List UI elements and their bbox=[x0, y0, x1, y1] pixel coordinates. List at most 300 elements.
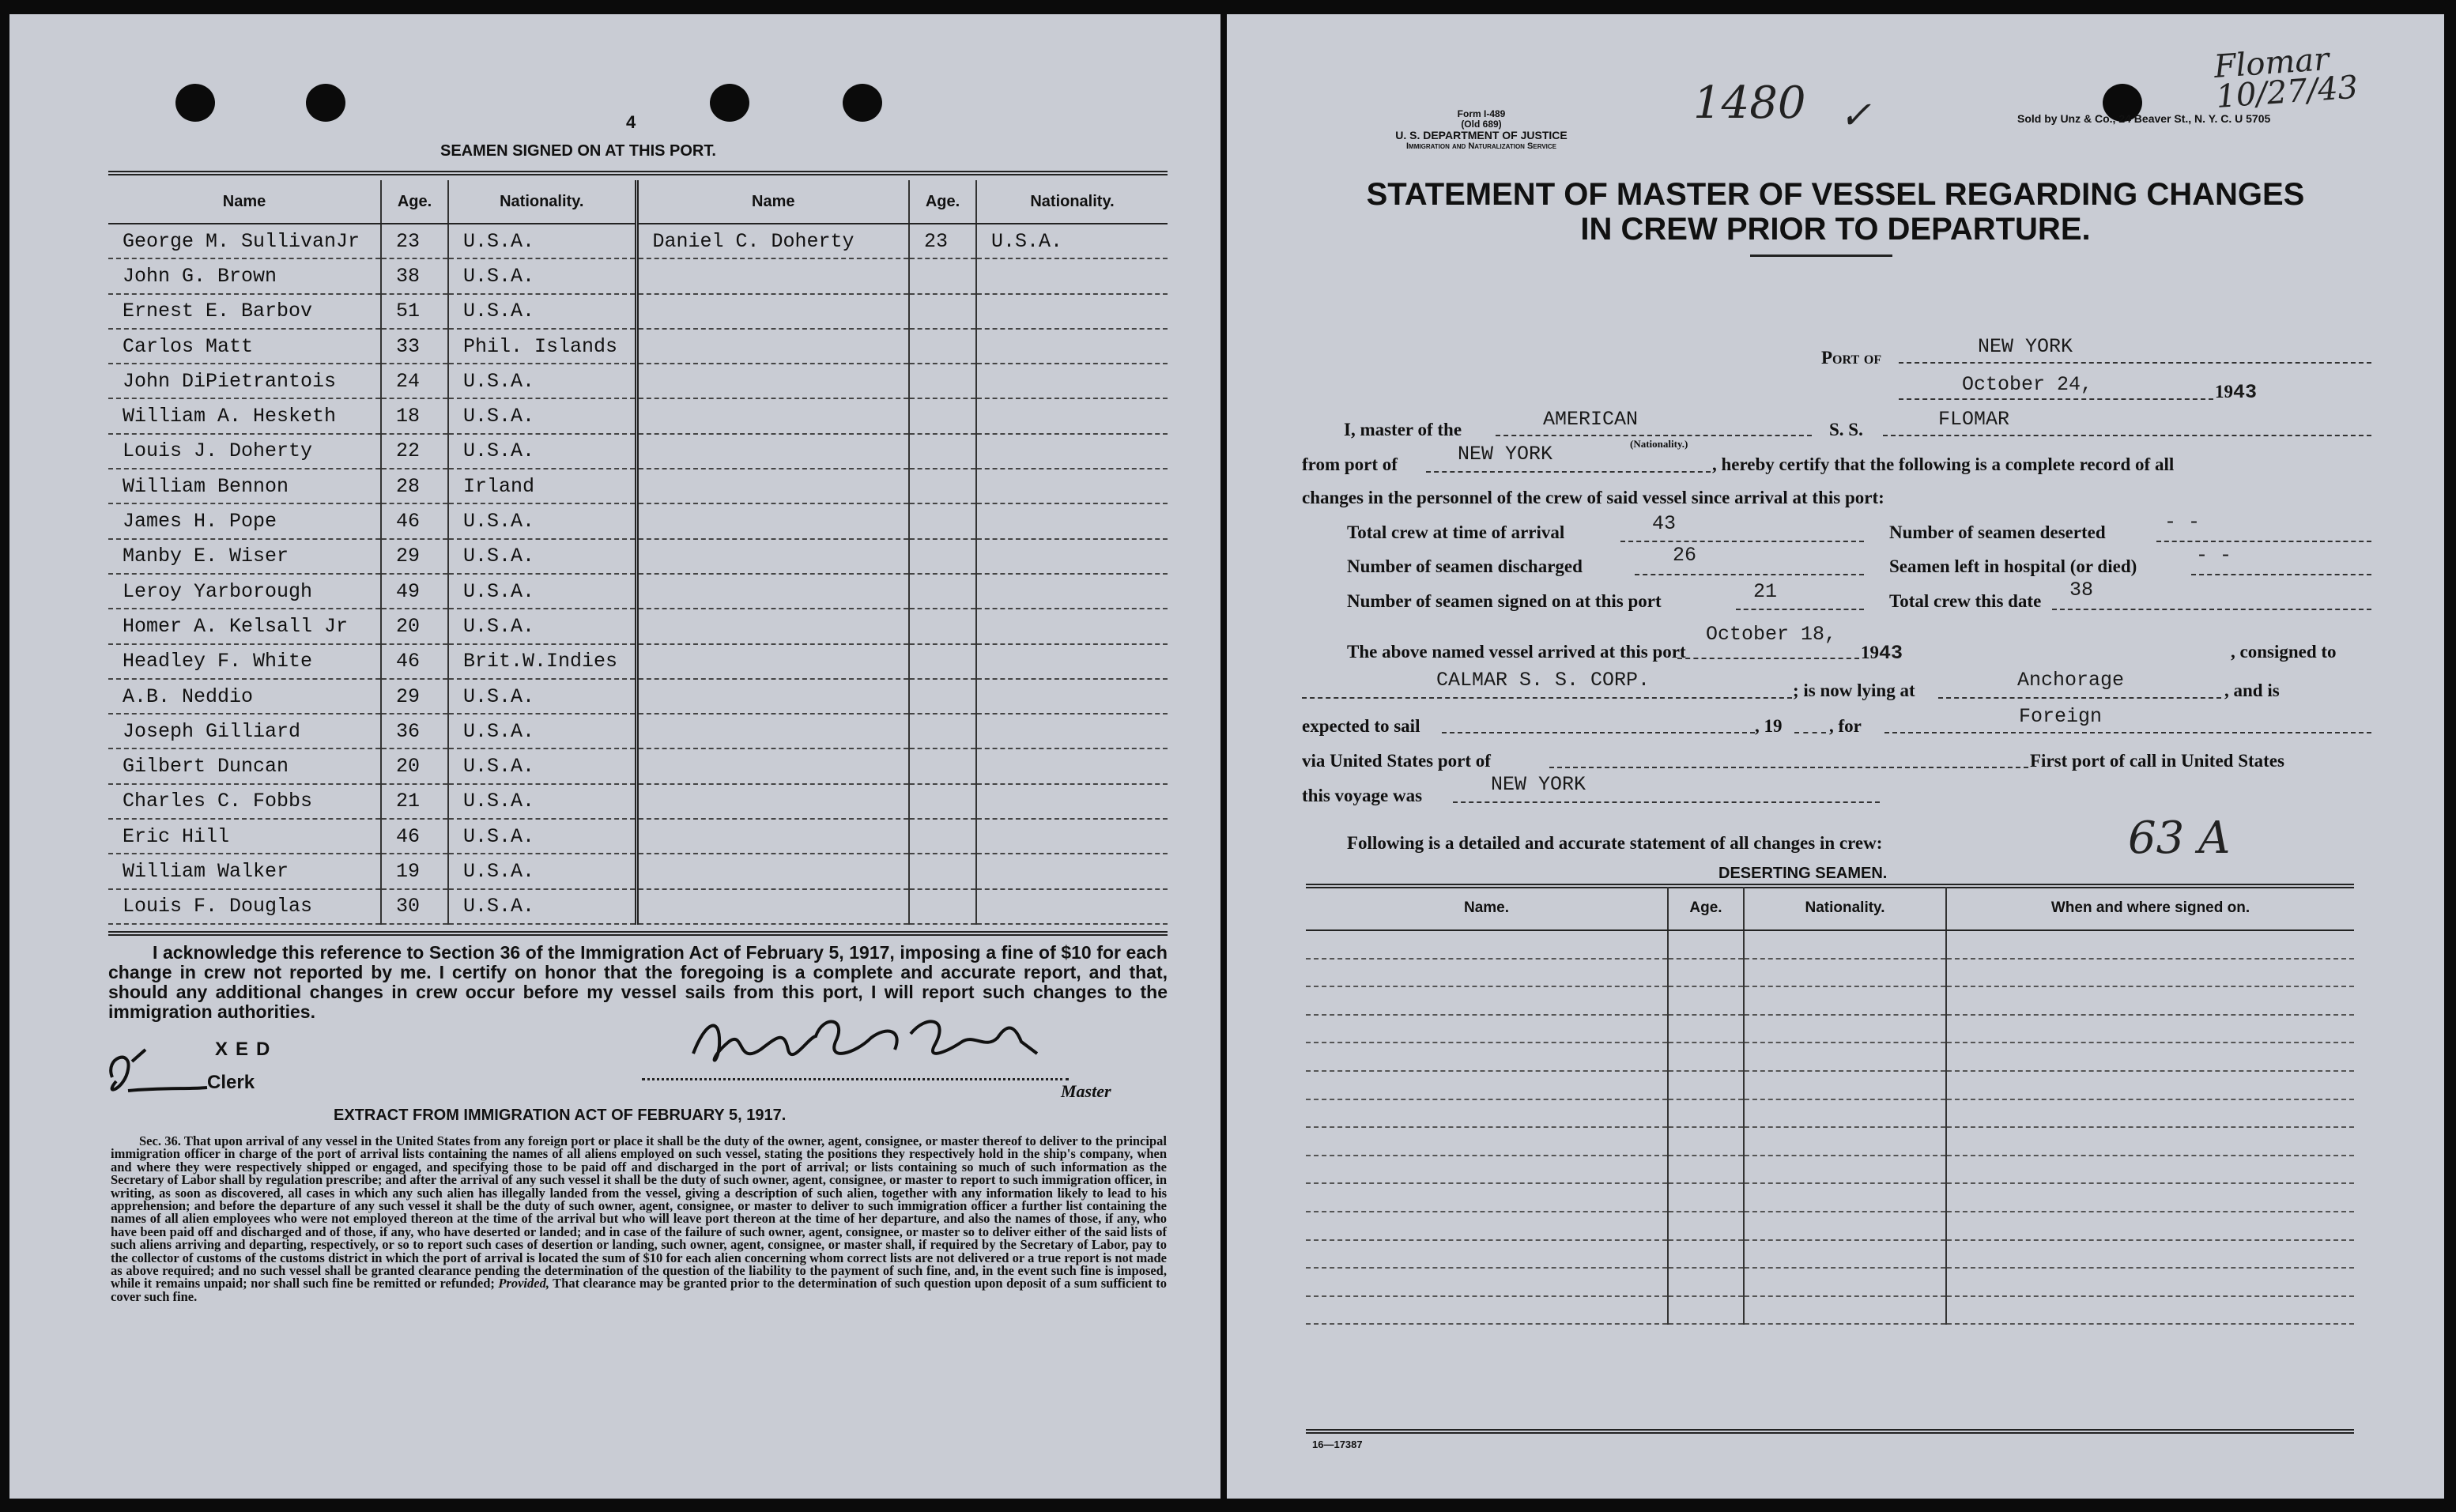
seaman-name: Manby E. Wiser bbox=[108, 539, 381, 574]
clerk-stamp bbox=[96, 1034, 302, 1109]
empty-cell bbox=[1744, 959, 1946, 987]
seaman-name bbox=[636, 434, 909, 469]
empty-cell bbox=[1744, 1268, 1946, 1296]
seaman-age bbox=[909, 784, 976, 819]
column-header: Nationality. bbox=[1744, 887, 1946, 930]
publisher-note: Sold by Unz & Co., 24 Beaver St., N. Y. C. U 5705 bbox=[2017, 112, 2271, 125]
table-row bbox=[108, 503, 1168, 538]
seaman-name bbox=[636, 469, 909, 503]
empty-cell bbox=[1744, 986, 1946, 1015]
table-row bbox=[108, 574, 1168, 609]
empty-cell bbox=[1946, 1127, 2354, 1156]
table-row bbox=[108, 329, 1168, 364]
seaman-age bbox=[909, 258, 976, 293]
seaman-age: 22 bbox=[381, 434, 448, 469]
seaman-nationality bbox=[976, 364, 1168, 398]
table-row bbox=[108, 224, 1168, 258]
seaman-age: 29 bbox=[381, 539, 448, 574]
seaman-nationality bbox=[976, 819, 1168, 854]
seaman-nationality: U.S.A. bbox=[448, 748, 636, 783]
extract-tail: That clearance may be granted prior to the determination of such question upon deposit of a sum sufficient to cover such fine. bbox=[111, 1276, 1168, 1304]
seaman-age bbox=[909, 503, 976, 538]
seaman-nationality: U.S.A. bbox=[448, 889, 636, 924]
seaman-nationality bbox=[976, 469, 1168, 503]
seaman-age bbox=[909, 819, 976, 854]
empty-cell bbox=[1668, 1156, 1744, 1184]
empty-cell bbox=[1668, 1240, 1744, 1269]
deserting-seamen-table bbox=[1306, 887, 2354, 1325]
acknowledgment-text: I acknowledge this reference to Section 36 of the Immigration Act of February 5, 1917, imposing a fine of $10 for each change in crew not reported by me. I certify on honor that the foregoing is a complete and accurate report, and that, should any additional changes in crew occur before my vessel sails from this port, I will report such changes to the immigration authorities. bbox=[108, 942, 1168, 1022]
seaman-name bbox=[636, 679, 909, 714]
table-header-row bbox=[108, 180, 1168, 224]
table-row bbox=[108, 469, 1168, 503]
seaman-age: 29 bbox=[381, 679, 448, 714]
empty-cell bbox=[1306, 1043, 1668, 1071]
seaman-name: John G. Brown bbox=[108, 258, 381, 293]
table-row bbox=[108, 644, 1168, 679]
empty-cell bbox=[1306, 1127, 1668, 1156]
table-row bbox=[108, 784, 1168, 819]
seaman-nationality bbox=[976, 434, 1168, 469]
empty-cell bbox=[1306, 1099, 1668, 1128]
nationality-field bbox=[1496, 406, 1812, 436]
empty-cell bbox=[1946, 1183, 2354, 1212]
expected-year-label: , 19 bbox=[1755, 716, 1783, 736]
extract-title: EXTRACT FROM IMMIGRATION ACT OF FEBRUARY 5, 1917. bbox=[334, 1107, 787, 1124]
seaman-age bbox=[909, 574, 976, 609]
deserting-table-body bbox=[1306, 930, 2354, 1324]
service-name: Immigration and Naturalization Service bbox=[1405, 141, 1556, 151]
seaman-nationality bbox=[976, 889, 1168, 924]
empty-cell bbox=[1946, 1296, 2354, 1325]
seaman-age: 33 bbox=[381, 329, 448, 364]
seaman-age: 20 bbox=[381, 748, 448, 783]
seaman-name: Louis F. Douglas bbox=[108, 889, 381, 924]
arrived-label: The above named vessel arrived at this port bbox=[1347, 642, 1686, 662]
seaman-age: 23 bbox=[909, 224, 976, 258]
empty-cell bbox=[1306, 1183, 1668, 1212]
seaman-name bbox=[636, 644, 909, 679]
seaman-age bbox=[909, 609, 976, 643]
seaman-name: Joseph Gilliard bbox=[108, 714, 381, 748]
arrived-date: October 18, bbox=[1706, 623, 1837, 646]
seaman-age bbox=[909, 679, 976, 714]
total-crew-date-label: Total crew this date bbox=[1889, 591, 2042, 611]
empty-cell bbox=[1306, 930, 1668, 959]
table-row bbox=[1306, 1240, 2354, 1269]
seaman-nationality: U.S.A. bbox=[448, 574, 636, 609]
column-header: Nationality. bbox=[976, 180, 1168, 224]
ship-name: FLOMAR bbox=[1938, 408, 2010, 431]
seaman-name: James H. Pope bbox=[108, 503, 381, 538]
desert-table-bottom-rule bbox=[1306, 1429, 2354, 1434]
seaman-nationality bbox=[976, 784, 1168, 819]
seaman-nationality bbox=[976, 398, 1168, 433]
deserted-label: Number of seamen deserted bbox=[1889, 522, 2106, 542]
empty-cell bbox=[1946, 1043, 2354, 1071]
seaman-age: 30 bbox=[381, 889, 448, 924]
seaman-nationality: U.S.A. bbox=[448, 679, 636, 714]
deserted-value: - - bbox=[2164, 511, 2201, 534]
seaman-nationality: Irland bbox=[448, 469, 636, 503]
empty-cell bbox=[1668, 986, 1744, 1015]
empty-cell bbox=[1744, 1099, 1946, 1128]
empty-cell bbox=[1744, 1212, 1946, 1240]
seaman-nationality bbox=[976, 854, 1168, 888]
table-row bbox=[1306, 1099, 2354, 1128]
punch-hole bbox=[306, 84, 345, 122]
seaman-nationality bbox=[976, 294, 1168, 329]
seamen-table bbox=[108, 180, 1168, 925]
empty-cell bbox=[1668, 1296, 1744, 1325]
seaman-name bbox=[636, 329, 909, 364]
empty-cell bbox=[1668, 1127, 1744, 1156]
table-row bbox=[108, 398, 1168, 433]
table-row bbox=[1306, 1127, 2354, 1156]
column-header: Age. bbox=[909, 180, 976, 224]
handwritten-corner-note: Flomar 10/27/43 bbox=[2213, 40, 2360, 115]
check-mark: ✓ bbox=[1839, 93, 1872, 138]
seaman-nationality: U.S.A. bbox=[448, 784, 636, 819]
handwritten-number: 1480 bbox=[1693, 77, 1806, 129]
seaman-name bbox=[636, 539, 909, 574]
empty-cell bbox=[1306, 1212, 1668, 1240]
certify-text-2: changes in the personnel of the crew of said vessel since arrival at this port: bbox=[1302, 488, 1884, 507]
table-row bbox=[108, 889, 1168, 924]
from-port-value: NEW YORK bbox=[1458, 443, 1553, 466]
table-row bbox=[1306, 986, 2354, 1015]
signed-on-label: Number of seamen signed on at this port bbox=[1347, 591, 1662, 611]
seaman-nationality: U.S.A. bbox=[448, 539, 636, 574]
seaman-name bbox=[636, 889, 909, 924]
seaman-nationality: U.S.A. bbox=[448, 258, 636, 293]
empty-cell bbox=[1744, 1296, 1946, 1325]
column-header: When and where signed on. bbox=[1946, 887, 2354, 930]
seaman-age: 46 bbox=[381, 644, 448, 679]
seaman-age bbox=[909, 644, 976, 679]
seaman-nationality: U.S.A. bbox=[448, 854, 636, 888]
table-row bbox=[108, 294, 1168, 329]
seaman-nationality: U.S.A. bbox=[976, 224, 1168, 258]
seaman-name: Louis J. Doherty bbox=[108, 434, 381, 469]
date-year-prefix: 19 bbox=[2215, 382, 2233, 402]
seaman-nationality: U.S.A. bbox=[448, 434, 636, 469]
discharged-label: Number of seamen discharged bbox=[1347, 556, 1583, 576]
right-page bbox=[1227, 14, 2444, 1499]
seaman-name bbox=[636, 503, 909, 538]
table-row bbox=[1306, 959, 2354, 987]
seaman-nationality bbox=[976, 679, 1168, 714]
table-row bbox=[1306, 1043, 2354, 1071]
empty-cell bbox=[1946, 986, 2354, 1015]
total-crew-date-value: 38 bbox=[2069, 579, 2094, 601]
seaman-age: 38 bbox=[381, 258, 448, 293]
seaman-age bbox=[909, 748, 976, 783]
column-header: Nationality. bbox=[448, 180, 636, 224]
form-title-line2: IN CREW PRIOR TO DEPARTURE. bbox=[1580, 212, 2091, 247]
first-port-label: First port of call in United States bbox=[2030, 751, 2284, 771]
seaman-nationality: U.S.A. bbox=[448, 364, 636, 398]
seaman-name: Headley F. White bbox=[108, 644, 381, 679]
table-row bbox=[1306, 1296, 2354, 1325]
signature-stroke bbox=[689, 1006, 1069, 1085]
seaman-nationality bbox=[976, 644, 1168, 679]
table-row bbox=[1306, 1015, 2354, 1043]
seaman-name: Carlos Matt bbox=[108, 329, 381, 364]
table-row bbox=[1306, 1156, 2354, 1184]
table-row bbox=[1306, 930, 2354, 959]
master-of-label: I, master of the bbox=[1344, 420, 1462, 439]
from-port-label: from port of bbox=[1302, 454, 1398, 474]
total-crew-arrival-field bbox=[1620, 512, 1864, 542]
table-row bbox=[108, 364, 1168, 398]
master-signature bbox=[689, 1006, 1069, 1085]
seaman-name bbox=[636, 819, 909, 854]
seaman-name bbox=[636, 784, 909, 819]
column-header: Name bbox=[636, 180, 909, 224]
seaman-age: 23 bbox=[381, 224, 448, 258]
extract-proviso: Provided, bbox=[498, 1276, 549, 1291]
table-row bbox=[108, 539, 1168, 574]
arrived-year: 43 bbox=[1879, 642, 1903, 665]
table-row bbox=[108, 434, 1168, 469]
destination-field bbox=[1884, 703, 2371, 733]
seaman-age bbox=[909, 398, 976, 433]
empty-cell bbox=[1668, 959, 1744, 987]
table-row bbox=[1306, 1183, 2354, 1212]
empty-cell bbox=[1668, 1071, 1744, 1099]
empty-cell bbox=[1306, 959, 1668, 987]
voyage-label: this voyage was bbox=[1302, 786, 1423, 805]
seaman-age: 18 bbox=[381, 398, 448, 433]
and-is-label: , and is bbox=[2224, 681, 2280, 700]
form-title bbox=[1298, 177, 2373, 247]
seaman-name bbox=[636, 258, 909, 293]
seaman-nationality: U.S.A. bbox=[448, 819, 636, 854]
empty-cell bbox=[1668, 930, 1744, 959]
seaman-name: Gilbert Duncan bbox=[108, 748, 381, 783]
seaman-nationality: U.S.A. bbox=[448, 609, 636, 643]
seaman-age: 49 bbox=[381, 574, 448, 609]
extract-lead: Sec. 36. bbox=[139, 1133, 181, 1148]
seaman-nationality bbox=[976, 748, 1168, 783]
table-bottom-rule bbox=[108, 931, 1168, 936]
discharged-field bbox=[1635, 545, 1864, 575]
seaman-name: Charles C. Fobbs bbox=[108, 784, 381, 819]
seaman-age: 19 bbox=[381, 854, 448, 888]
seaman-nationality bbox=[976, 539, 1168, 574]
port-value: NEW YORK bbox=[1978, 335, 2073, 358]
empty-cell bbox=[1306, 1240, 1668, 1269]
arrived-year-prefix: 19 bbox=[1861, 643, 1879, 662]
arrived-date-field bbox=[1677, 623, 1859, 659]
form-old-number: (Old 689) bbox=[1461, 119, 1502, 130]
expected-year-field bbox=[1794, 703, 1826, 733]
seaman-age bbox=[909, 329, 976, 364]
seaman-nationality bbox=[976, 609, 1168, 643]
date-year: 43 bbox=[2233, 381, 2258, 404]
total-crew-arrival-label: Total crew at time of arrival bbox=[1347, 522, 1565, 542]
seaman-name: A.B. Neddio bbox=[108, 679, 381, 714]
total-crew-date-field bbox=[2052, 580, 2371, 610]
arrived-year-field bbox=[1861, 642, 1903, 665]
seaman-name: Daniel C. Doherty bbox=[636, 224, 909, 258]
consignee-field bbox=[1302, 667, 1792, 699]
seaman-age bbox=[909, 854, 976, 888]
seaman-nationality: U.S.A. bbox=[448, 714, 636, 748]
seaman-nationality: Brit.W.Indies bbox=[448, 644, 636, 679]
signed-on-field bbox=[1736, 580, 1864, 610]
total-crew-arrival-value: 43 bbox=[1652, 512, 1677, 535]
extract-text: That upon arrival of any vessel in the United States from any foreign port or place it shall be the duty of the owner, agent, consignee, or master thereof to deliver to the principal immigration officer in charge of the port of arrival lists containing the names of all aliens employed on such vessel, stating the positions they respectively hold in the ship's company, when and where they were respectively shipped or engaged, and specifying those to be paid off and discharged in the port of arrival; or lists containing so much of such information as the Secretary of Labor shall by regulation prescribe; and after the arrival of any such vessel it shall be the duty of such owner, agent, consignee, or master to report to such immigration officer, in writing, as soon as discovered, all cases in which any such alien has illegally landed from the vessel, giving a description of such alien, together with any information likely to lead to his apprehension; and before the departure of any such vessel it shall be the duty of such owner, agent, consignee, or master to deliver to such immigration officer a further list containing the names of all alien employees who were not employed thereon at the time of the arrival but who will leave port thereon at the time of her departure, and also the names of those, if any, who have been paid off and discharged and of those, if any, who have deserted or landed; and in case of the failure of such owner, agent, consignee, or master so to deliver either of the said lists of such aliens arriving and departing, respectively, or so to report such cases of desertion or landing, such owner, agent, consignee, or master shall, if required by the Secretary of Labor, pay to the collector of customs of the customs district in which the port of arrival is located the sum of $10 for each alien concerning whom correct lists are not delivered or a true report is not made as above required; and no such vessel shall be granted clearance pending the determination of the question of the liability to the payment of such fine, and, in the event such fine is imposed, while it remains unpaid; nor shall such fine be remitted or refunded; bbox=[111, 1133, 1168, 1291]
table-top-rule bbox=[108, 171, 1168, 175]
seaman-age: 46 bbox=[381, 819, 448, 854]
punch-hole bbox=[843, 84, 882, 122]
empty-cell bbox=[1668, 1043, 1744, 1071]
seaman-name bbox=[636, 574, 909, 609]
seaman-name: William Bennon bbox=[108, 469, 381, 503]
clerk-label: Clerk bbox=[207, 1072, 255, 1093]
from-port-field bbox=[1426, 441, 1711, 473]
date-year-field bbox=[2215, 381, 2257, 404]
empty-cell bbox=[1946, 1240, 2354, 1269]
seaman-name bbox=[636, 748, 909, 783]
seaman-age bbox=[909, 434, 976, 469]
hospital-field bbox=[2191, 545, 2371, 575]
seaman-name: George M. SullivanJr bbox=[108, 224, 381, 258]
seaman-name: William Walker bbox=[108, 854, 381, 888]
seaman-name bbox=[636, 609, 909, 643]
column-header: Age. bbox=[381, 180, 448, 224]
signed-on-value: 21 bbox=[1753, 580, 1778, 603]
empty-cell bbox=[1306, 1015, 1668, 1043]
consignee: CALMAR S. S. CORP. bbox=[1436, 669, 1651, 692]
department-name: U. S. DEPARTMENT OF JUSTICE bbox=[1395, 129, 1568, 141]
empty-cell bbox=[1744, 1156, 1946, 1184]
following-label: Following is a detailed and accurate statement of all changes in crew: bbox=[1347, 833, 1883, 853]
empty-cell bbox=[1744, 1071, 1946, 1099]
empty-cell bbox=[1946, 1156, 2354, 1184]
ship-name-field bbox=[1883, 406, 2371, 436]
seaman-age bbox=[909, 364, 976, 398]
empty-cell bbox=[1744, 1240, 1946, 1269]
seamen-table-body bbox=[108, 224, 1168, 924]
seaman-nationality: U.S.A. bbox=[448, 503, 636, 538]
signature-line bbox=[642, 1078, 1069, 1080]
table-row bbox=[108, 714, 1168, 748]
nationality-value: AMERICAN bbox=[1543, 408, 1639, 431]
seaman-name: Eric Hill bbox=[108, 819, 381, 854]
seaman-age: 20 bbox=[381, 609, 448, 643]
left-page bbox=[9, 14, 1220, 1499]
punch-hole bbox=[710, 84, 749, 122]
certify-text: , hereby certify that the following is a complete record of all bbox=[1712, 454, 2175, 474]
seaman-age bbox=[909, 539, 976, 574]
seaman-age: 21 bbox=[381, 784, 448, 819]
empty-cell bbox=[1668, 1268, 1744, 1296]
empty-cell bbox=[1306, 1071, 1668, 1099]
empty-cell bbox=[1306, 1296, 1668, 1325]
table-row bbox=[108, 258, 1168, 293]
punch-hole bbox=[175, 84, 215, 122]
seaman-nationality bbox=[976, 329, 1168, 364]
consigned-label: , consigned to bbox=[2231, 642, 2337, 662]
seaman-nationality bbox=[976, 714, 1168, 748]
table-row bbox=[1306, 1268, 2354, 1296]
seaman-age: 36 bbox=[381, 714, 448, 748]
table-row bbox=[108, 679, 1168, 714]
empty-cell bbox=[1946, 959, 2354, 987]
column-header: Age. bbox=[1668, 887, 1744, 930]
form-code: 16—17387 bbox=[1312, 1438, 1363, 1450]
seaman-nationality: U.S.A. bbox=[448, 294, 636, 329]
date-field bbox=[1899, 368, 2213, 400]
empty-cell bbox=[1668, 1015, 1744, 1043]
seaman-name: Homer A. Kelsall Jr bbox=[108, 609, 381, 643]
seaman-age: 28 bbox=[381, 469, 448, 503]
seaman-nationality: Phil. Islands bbox=[448, 329, 636, 364]
empty-cell bbox=[1744, 1183, 1946, 1212]
seaman-name bbox=[636, 714, 909, 748]
issuing-agency bbox=[1331, 130, 1632, 152]
expected-date-field bbox=[1442, 703, 1755, 733]
section-title: SEAMEN SIGNED ON AT THIS PORT. bbox=[440, 142, 716, 160]
empty-cell bbox=[1744, 1043, 1946, 1071]
deserting-title: DESERTING SEAMEN. bbox=[1718, 865, 1888, 882]
via-label: via United States port of bbox=[1302, 751, 1491, 771]
table-row bbox=[108, 819, 1168, 854]
seaman-nationality: U.S.A. bbox=[448, 398, 636, 433]
nationality-caption: (Nationality.) bbox=[1630, 438, 1688, 450]
seaman-age bbox=[909, 714, 976, 748]
seaman-nationality bbox=[976, 574, 1168, 609]
empty-cell bbox=[1946, 930, 2354, 959]
date-value: October 24, bbox=[1962, 373, 2093, 396]
page-number: 4 bbox=[626, 112, 636, 132]
voyage-field bbox=[1453, 773, 1880, 803]
seaman-name bbox=[636, 398, 909, 433]
seaman-nationality: U.S.A. bbox=[448, 224, 636, 258]
expected-label: expected to sail bbox=[1302, 716, 1420, 736]
master-label: Master bbox=[1061, 1081, 1111, 1101]
empty-cell bbox=[1946, 1071, 2354, 1099]
extract-body bbox=[111, 1135, 1167, 1303]
form-number: Form I-489 bbox=[1457, 108, 1506, 119]
table-row bbox=[1306, 1212, 2354, 1240]
table-row bbox=[1306, 1071, 2354, 1099]
empty-cell bbox=[1744, 1127, 1946, 1156]
port-field bbox=[1899, 332, 2371, 364]
lying-label: ; is now lying at bbox=[1793, 681, 1915, 700]
empty-cell bbox=[1946, 1212, 2354, 1240]
empty-cell bbox=[1946, 1015, 2354, 1043]
seaman-age bbox=[909, 294, 976, 329]
empty-cell bbox=[1306, 1156, 1668, 1184]
column-header: Name bbox=[108, 180, 381, 224]
empty-cell bbox=[1744, 930, 1946, 959]
column-header: Name. bbox=[1306, 887, 1668, 930]
form-number-block bbox=[1410, 109, 1552, 130]
seaman-name: Ernest E. Barbov bbox=[108, 294, 381, 329]
for-label: , for bbox=[1829, 716, 1862, 736]
seaman-nationality bbox=[976, 258, 1168, 293]
hospital-label: Seamen left in hospital (or died) bbox=[1889, 556, 2137, 576]
via-field bbox=[1549, 738, 2028, 768]
table-row bbox=[108, 854, 1168, 888]
seaman-name: William A. Hesketh bbox=[108, 398, 381, 433]
seaman-age bbox=[909, 469, 976, 503]
hospital-value: - - bbox=[2196, 544, 2232, 567]
